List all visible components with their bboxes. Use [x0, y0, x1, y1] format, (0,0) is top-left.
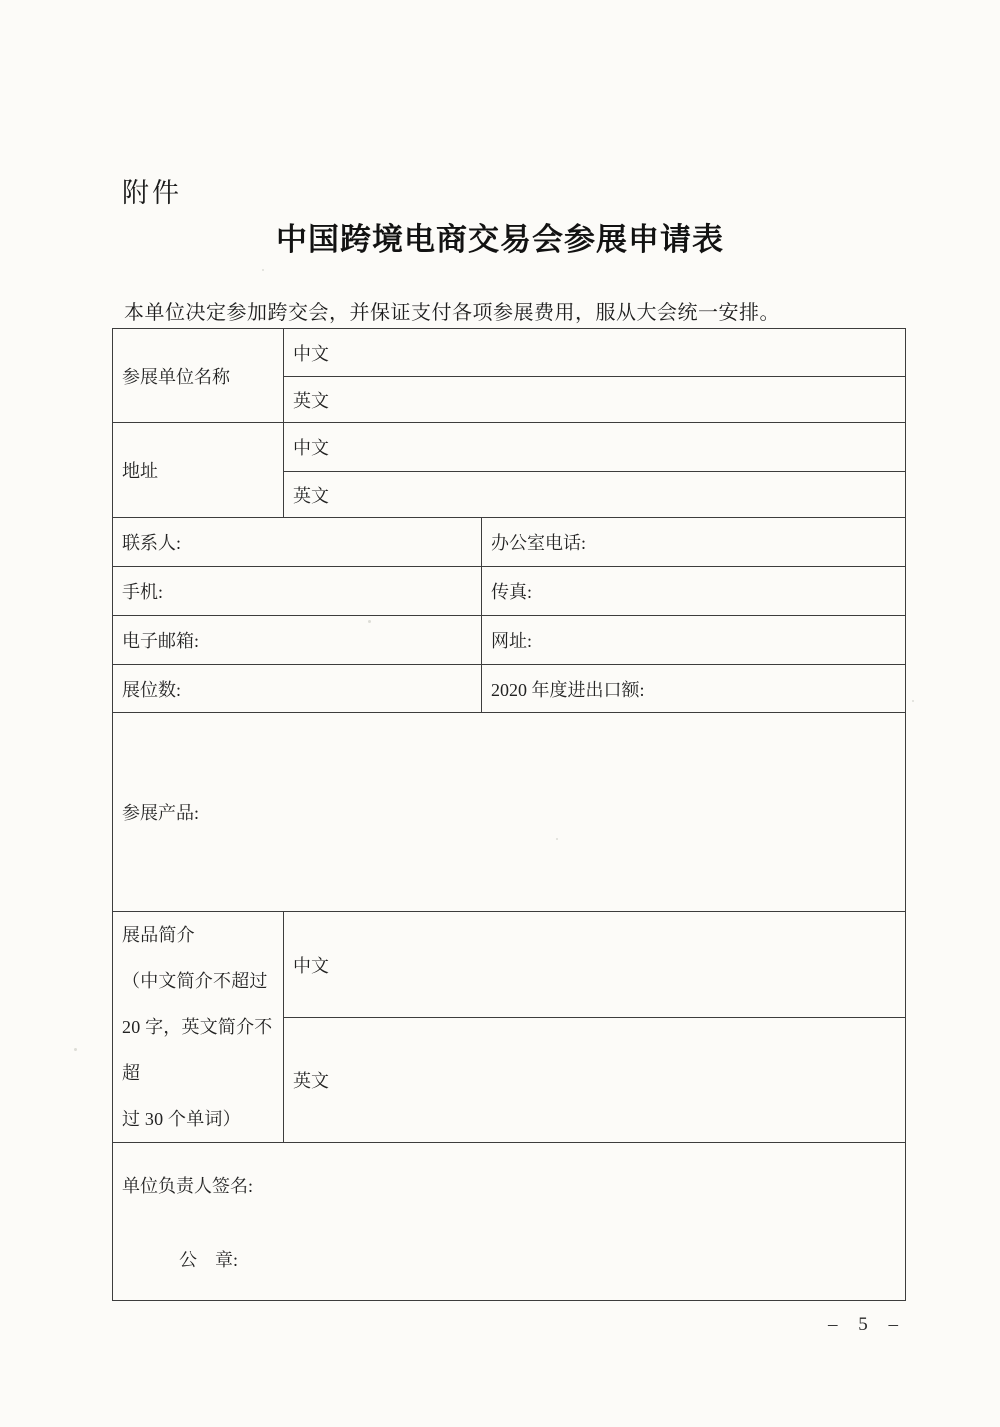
email-label: 电子邮箱: [122, 631, 200, 651]
products-field [113, 713, 906, 912]
booth-count-field [113, 665, 482, 713]
exhibit-brief-line: 展品简介 [122, 925, 195, 945]
trade-volume-field [482, 665, 906, 713]
scan-speck [912, 700, 914, 702]
document-title: 中国跨境电商交易会参展申请表 [276, 222, 724, 257]
office-phone-field [482, 518, 906, 567]
address-label: 地址 [122, 461, 158, 481]
contact-label: 联系人: [122, 533, 182, 553]
scan-speck [262, 269, 264, 271]
exhibit-brief-line: （中文简介不超过 [122, 971, 268, 991]
exhibitor-name-chinese-field [284, 329, 906, 377]
email-field [113, 616, 482, 665]
fax-label: 传真: [491, 582, 533, 602]
address-chinese-field [284, 423, 906, 472]
intro-text: 本单位决定参加跨交会，并保证支付各项参展费用，服从大会统一安排。 [124, 302, 780, 324]
exhibit-brief-label-cell [113, 912, 284, 1143]
exhibit-brief-english-field [284, 1018, 906, 1143]
mobile-label: 手机: [122, 582, 164, 602]
scan-speck [556, 838, 558, 840]
fax-field [482, 567, 906, 616]
booth-count-label: 展位数: [122, 679, 182, 700]
mobile-field [113, 567, 482, 616]
english-label: 英文 [293, 485, 329, 506]
exhibitor-name-label: 参展单位名称 [122, 366, 230, 387]
page-number: – 5 – [828, 1314, 904, 1335]
seal-label: 公 章: [179, 1249, 239, 1270]
english-label: 英文 [293, 390, 329, 411]
office-phone-label: 办公室电话: [491, 533, 587, 553]
address-label-cell [113, 423, 284, 518]
signature-field [113, 1143, 906, 1301]
exhibit-brief-line: 20 字，英文简介不超 [122, 1017, 273, 1083]
website-field [482, 616, 906, 665]
english-label: 英文 [293, 1071, 329, 1092]
exhibit-brief-line: 过 30 个单词） [122, 1109, 241, 1129]
chinese-label: 中文 [293, 438, 329, 458]
chinese-label: 中文 [293, 343, 329, 364]
scan-speck [368, 620, 371, 623]
chinese-label: 中文 [293, 955, 329, 976]
address-english-field [284, 472, 906, 518]
products-label: 参展产品: [122, 803, 200, 823]
website-label: 网址: [491, 631, 533, 651]
exhibitor-name-label-cell [113, 329, 284, 423]
application-form-table [112, 328, 906, 1301]
contact-field [113, 518, 482, 567]
signature-label: 单位负责人签名: [122, 1175, 254, 1196]
attachment-label: 附件 [122, 178, 182, 208]
trade-volume-label: 2020 年度进出口额: [491, 679, 645, 700]
exhibitor-name-english-field [284, 377, 906, 423]
scan-speck [74, 1048, 77, 1051]
exhibit-brief-chinese-field [284, 912, 906, 1018]
